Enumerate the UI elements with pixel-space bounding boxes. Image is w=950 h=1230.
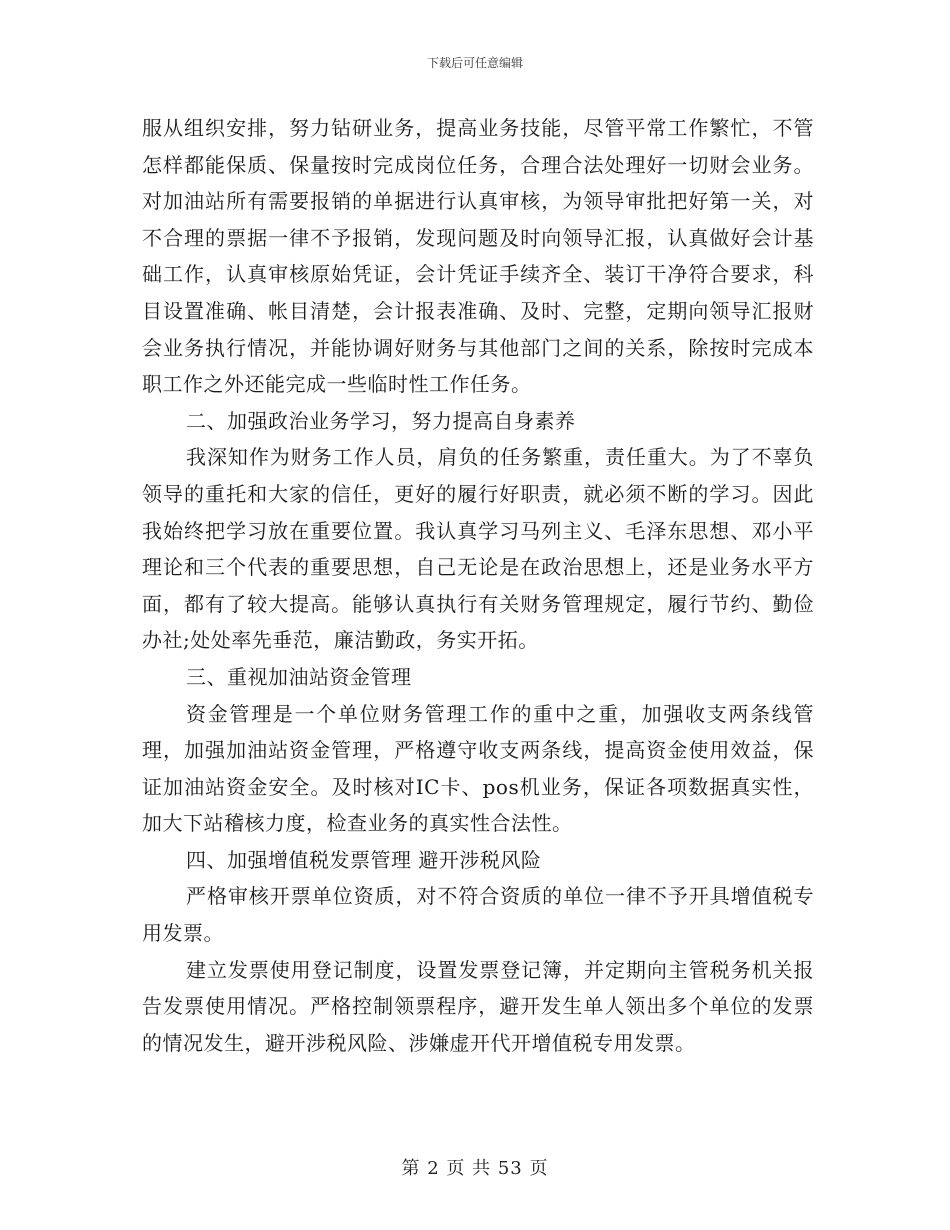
paragraph-2: 我深知作为财务工作人员，肩负的任务繁重，责任重大。为了不辜负领导的重托和大家的信任，更好的履行好职责，就必须不断的学习。因此我始终把学习放在重要位置。我认真学习马列主义、毛泽东思想、邓小平理论和三个代表的重要思想，自己无论是在政治思想上，还是业务水平方面，都有了较大提高。能够认真执行有关财务管理规定，履行节约、勤俭办社;处处率先垂范，廉洁勤政，务实开拓。 — [142, 445, 814, 653]
paragraph-3: 资金管理是一个单位财务管理工作的重中之重，加强收支两条线管理，加强加油站资金管理，严格遵守收支两条线，提高资金使用效益，保证加油站资金安全。及时核对IC卡、pos机业务，保证各项数据真实性，加大下站稽核力度，检查业务的真实性合法性。 — [142, 701, 814, 836]
document-body — [142, 110, 814, 1061]
page-header: 下载后可任意编辑 — [426, 56, 523, 70]
page-number-footer: 第 2 页 共 53 页 — [401, 1158, 549, 1179]
section-heading-4: 四、加强增值税发票管理 避开涉税风险 — [186, 847, 542, 872]
paragraph-4: 严格审核开票单位资质，对不符合资质的单位一律不予开具增值税专用发票。 — [142, 884, 814, 946]
section-heading-3: 三、重视加油站资金管理 — [186, 664, 412, 689]
paragraph-1: 服从组织安排，努力钻研业务，提高业务技能，尽管平常工作繁忙，不管怎样都能保质、保量按时完成岗位任务，合理合法处理好一切财会业务。对加油站所有需要报销的单据进行认真审核，为领导审批把好第一关，对不合理的票据一律不予报销，发现问题及时向领导汇报，认真做好会计基础工作，认真审核原始凭证，会计凭证手续齐全、装订干净符合要求，科目设置准确、帐目清楚，会计报表准确、及时、完整，定期向领导汇报财会业务执行情况，并能协调好财务与其他部门之间的关系，除按时完成本职工作之外还能完成一些临时性工作任务。 — [142, 116, 814, 397]
section-heading-2: 二、加强政治业务学习，努力提高自身素养 — [186, 408, 576, 433]
paragraph-5: 建立发票使用登记制度，设置发票登记簿，并定期向主管税务机关报告发票使用情况。严格控制领票程序，避开发生单人领出多个单位的发票的情况发生，避开涉税风险、涉嫌虚开代开增值税专用发票。 — [142, 957, 814, 1055]
